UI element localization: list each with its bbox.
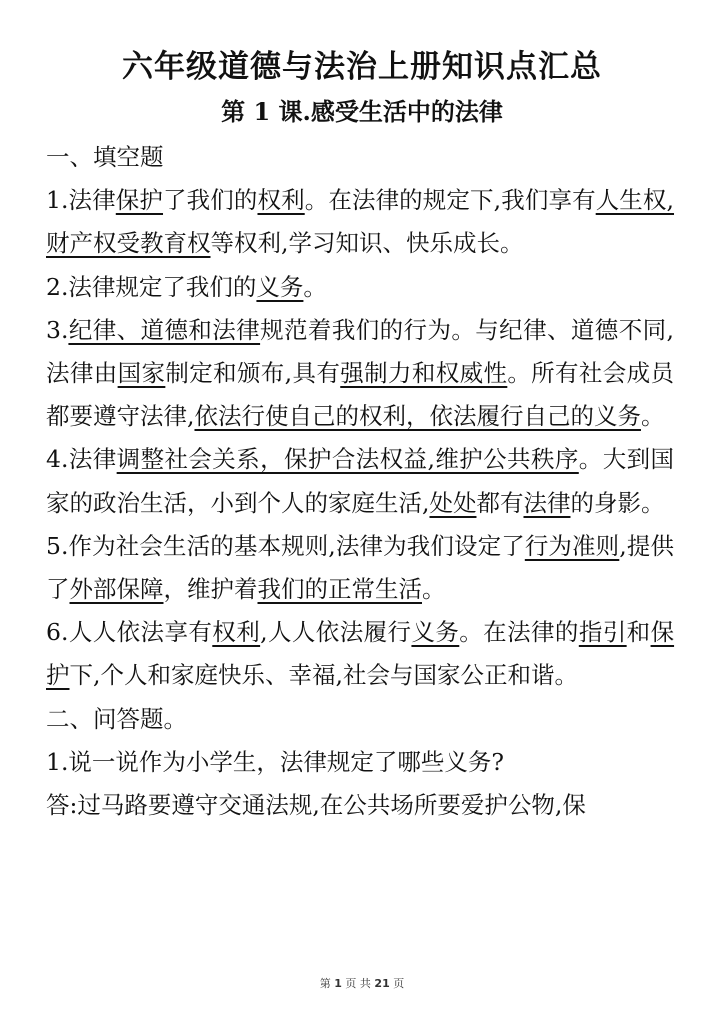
footer-page-number: 1 [334,977,342,990]
text-run: 3. [46,315,69,344]
body-paragraph [46,266,674,309]
text-run: 2.法律规定了我们的 [46,272,257,301]
document-title: 六年级道德与法治上册知识点汇总 [122,49,602,85]
footer-suffix: 页 [393,977,405,990]
underlined-answer: 保护 [46,618,675,690]
footer-total-pages: 21 [374,977,390,990]
text-run: 了我们的 [163,186,258,215]
body-paragraph [46,438,674,524]
underlined-answer: 强制力和权威性 [340,359,508,388]
underlined-answer: 国家 [117,359,166,388]
text-run: 答:过马路要遵守交通法规,在公共场所要爱护公物,保 [46,791,586,820]
text-run: 规范着我们的行为。与纪律、道德不同,法律由 [46,315,674,388]
text-run: 制定和颁布,具有 [165,359,341,388]
text-run: ,提供了 [46,531,674,604]
underlined-answer: 依法行使自己的权利，依法履行自己的义务 [194,402,641,431]
footer-prefix: 第 [319,977,331,990]
page-footer [0,977,724,991]
text-run: 5.作为社会生活的基本规则,法律为我们设定了 [46,531,525,560]
underlined-answer: 指引 [578,618,627,647]
text-run: 。所有社会成员都要遵守法律, [46,359,675,431]
underlined-answer: 外部保障 [69,575,164,604]
body-paragraph [46,525,674,611]
text-run: ，维护着 [163,575,258,604]
underlined-answer: 我们的正常生活 [257,575,422,604]
body-paragraph [46,309,674,439]
text-run: 1.法律 [46,186,116,215]
underlined-answer: 纪律、道德和法律 [68,315,261,344]
text-run: 的身影。 [570,488,665,517]
body-paragraph [46,741,674,784]
section-heading: 一、填空题 [46,143,164,171]
underlined-answer: 义务 [411,618,460,647]
text-run: 。 [640,402,665,431]
text-run: 下,个人和家庭快乐、幸福,社会与国家公正和谐。 [69,661,578,690]
text-run: 。大到国家的政治生活，小到个人的家庭生活, [46,445,675,517]
lesson-subtitle: 第 1 课.感受生活中的法律 [221,97,503,126]
underlined-answer: 权利 [212,618,261,647]
underlined-answer: 处处 [429,488,477,517]
footer-middle: 页 共 [345,977,371,990]
underlined-answer: 保护 [115,186,164,215]
body-paragraph [46,611,674,697]
text-run: 。 [422,575,446,604]
underlined-answer: 义务 [256,272,304,301]
body-paragraph [46,784,674,827]
text-run: 4.法律 [46,445,117,474]
text-run: ,人人依法履行 [260,618,412,647]
body-paragraph [46,179,674,265]
text-run: 和 [626,618,651,647]
text-run: 等权利,学习知识、快乐成长。 [210,229,524,258]
underlined-answer: 行为准则 [524,531,620,560]
section-heading: 二、问答题。 [46,704,187,733]
underlined-answer: 法律 [523,488,571,517]
document-body [46,136,674,827]
underlined-answer: 调整社会关系，保护合法权益,维护公共秩序 [116,445,579,474]
text-run: 。 [303,272,327,301]
underlined-answer: 人生权,财产权受教育权 [46,186,675,258]
text-run: 。在法律的 [459,618,579,647]
text-run: 6.人人依法享有 [46,618,213,647]
text-run: 1.说一说作为小学生，法律规定了哪些义务? [46,747,505,776]
text-run: 。在法律的规定下,我们享有 [304,186,596,215]
text-run: 都有 [476,488,524,517]
underlined-answer: 权利 [257,186,305,215]
